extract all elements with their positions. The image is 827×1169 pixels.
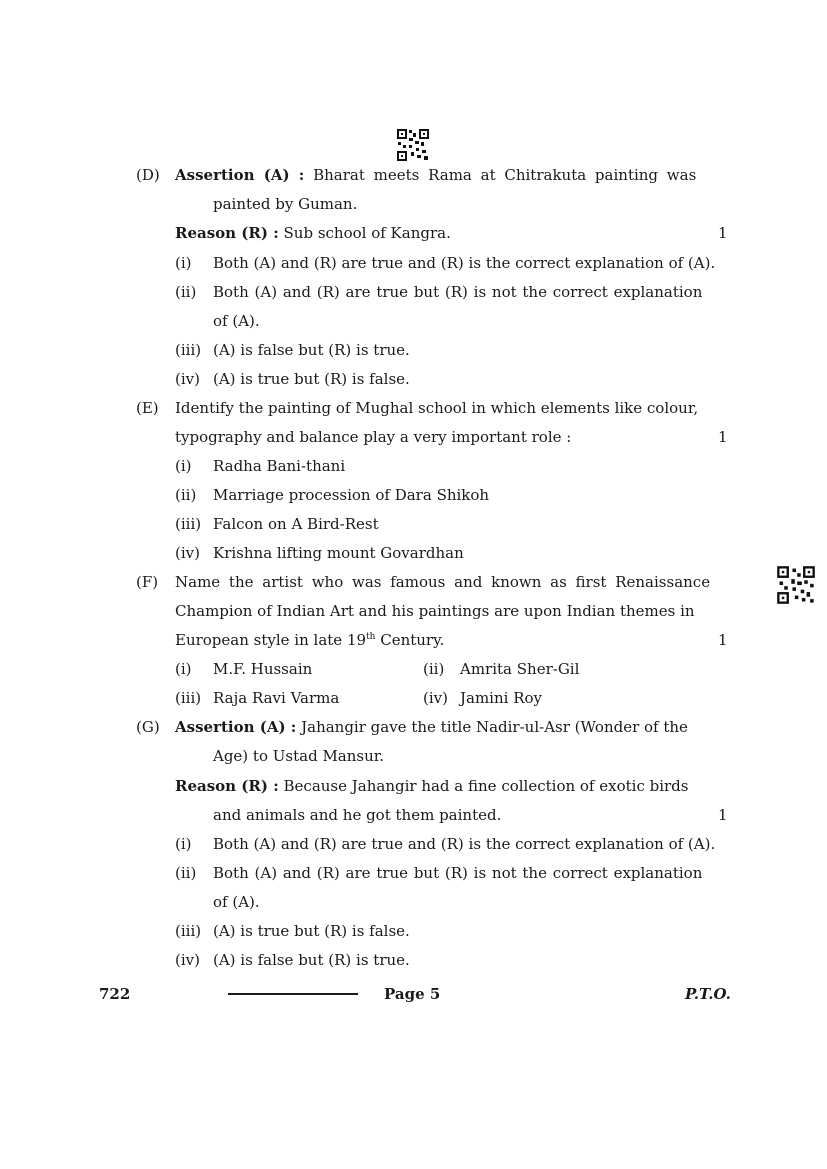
option-num: (iii) bbox=[175, 689, 202, 707]
text-part: European style in late 19 bbox=[175, 631, 367, 649]
option-text: (A) is true but (R) is false. bbox=[213, 370, 410, 388]
option-text: Both (A) and (R) are true but (R) is not the correct explanation bbox=[213, 283, 703, 301]
superscript: th bbox=[366, 632, 376, 642]
assertion-label: Assertion (A) : bbox=[175, 718, 297, 736]
reason-label: Reason (R) : bbox=[175, 224, 279, 242]
option-text: Jamini Roy bbox=[460, 689, 543, 707]
question-text: Name the artist who was famous and known as first Renaissance bbox=[175, 573, 711, 591]
option-num: (iii) bbox=[175, 922, 202, 940]
option-num: (ii) bbox=[175, 486, 197, 504]
footer-rule bbox=[228, 993, 358, 995]
reason-label: Reason (R) : bbox=[175, 777, 279, 795]
marks: 1 bbox=[718, 224, 728, 242]
option-num: (ii) bbox=[175, 864, 197, 882]
assertion-text-cont: Age) to Ustad Mansur. bbox=[213, 747, 385, 765]
option-text: Both (A) and (R) are true and (R) is the correct explanation of (A). bbox=[213, 835, 716, 853]
question-label: (D) bbox=[136, 166, 160, 184]
reason-line bbox=[175, 777, 689, 795]
question-text-cont: typography and balance play a very important role : bbox=[175, 428, 572, 446]
pto-label: P.T.O. bbox=[685, 985, 731, 1003]
option-text: Amrita Sher-Gil bbox=[460, 660, 580, 678]
question-text-cont bbox=[175, 631, 444, 649]
option-text-cont: of (A). bbox=[213, 312, 260, 330]
option-num: (i) bbox=[175, 254, 192, 272]
option-num: (iii) bbox=[175, 341, 202, 359]
question-label: (G) bbox=[136, 718, 160, 736]
question-text-cont: Champion of Indian Art and his paintings are upon Indian themes in bbox=[175, 602, 695, 620]
assertion-line bbox=[175, 718, 688, 736]
option-num: (ii) bbox=[175, 283, 197, 301]
option-text: Marriage procession of Dara Shikoh bbox=[213, 486, 490, 504]
text-part: Century. bbox=[375, 631, 445, 649]
option-num: (iii) bbox=[175, 515, 202, 533]
question-text: Identify the painting of Mughal school in which elements like colour, bbox=[175, 399, 699, 417]
reason-text-cont: and animals and he got them painted. bbox=[213, 806, 502, 824]
option-num: (i) bbox=[175, 660, 192, 678]
option-text: Raja Ravi Varma bbox=[213, 689, 340, 707]
assertion-text-cont: painted by Guman. bbox=[213, 195, 358, 213]
option-text: Radha Bani-thani bbox=[213, 457, 346, 475]
option-text: M.F. Hussain bbox=[213, 660, 313, 678]
assertion-text: Jahangir gave the title Nadir-ul-Asr (Wonder of the bbox=[301, 718, 688, 736]
option-text: Both (A) and (R) are true and (R) is the correct explanation of (A). bbox=[213, 254, 716, 272]
option-num: (ii) bbox=[423, 660, 445, 678]
option-text-cont: of (A). bbox=[213, 893, 260, 911]
paper-code: 722 bbox=[99, 985, 131, 1003]
option-num: (iv) bbox=[175, 951, 200, 969]
option-text: (A) is false but (R) is true. bbox=[213, 951, 410, 969]
option-text: Falcon on A Bird-Rest bbox=[213, 515, 379, 533]
option-text: (A) is false but (R) is true. bbox=[213, 341, 410, 359]
option-text: Both (A) and (R) are true but (R) is not the correct explanation bbox=[213, 864, 703, 882]
question-label: (F) bbox=[136, 573, 159, 591]
reason-line bbox=[175, 224, 451, 242]
option-text: (A) is true but (R) is false. bbox=[213, 922, 410, 940]
assertion-line bbox=[175, 166, 696, 184]
assertion-label: Assertion (A) : bbox=[175, 166, 305, 184]
marks: 1 bbox=[718, 428, 728, 446]
assertion-text: Bharat meets Rama at Chitrakuta painting was bbox=[313, 166, 697, 184]
option-num: (iv) bbox=[175, 370, 200, 388]
option-num: (iv) bbox=[175, 544, 200, 562]
page-number: Page 5 bbox=[384, 985, 441, 1003]
question-label: (E) bbox=[136, 399, 159, 417]
marks: 1 bbox=[718, 631, 728, 649]
reason-text: Sub school of Kangra. bbox=[283, 224, 451, 242]
option-num: (i) bbox=[175, 835, 192, 853]
qr-code-top-icon bbox=[396, 128, 430, 162]
qr-code-side-icon bbox=[776, 565, 816, 605]
option-text: Krishna lifting mount Govardhan bbox=[213, 544, 464, 562]
option-num: (i) bbox=[175, 457, 192, 475]
marks: 1 bbox=[718, 806, 728, 824]
reason-text: Because Jahangir had a fine collection of exotic birds bbox=[283, 777, 689, 795]
option-num: (iv) bbox=[423, 689, 448, 707]
